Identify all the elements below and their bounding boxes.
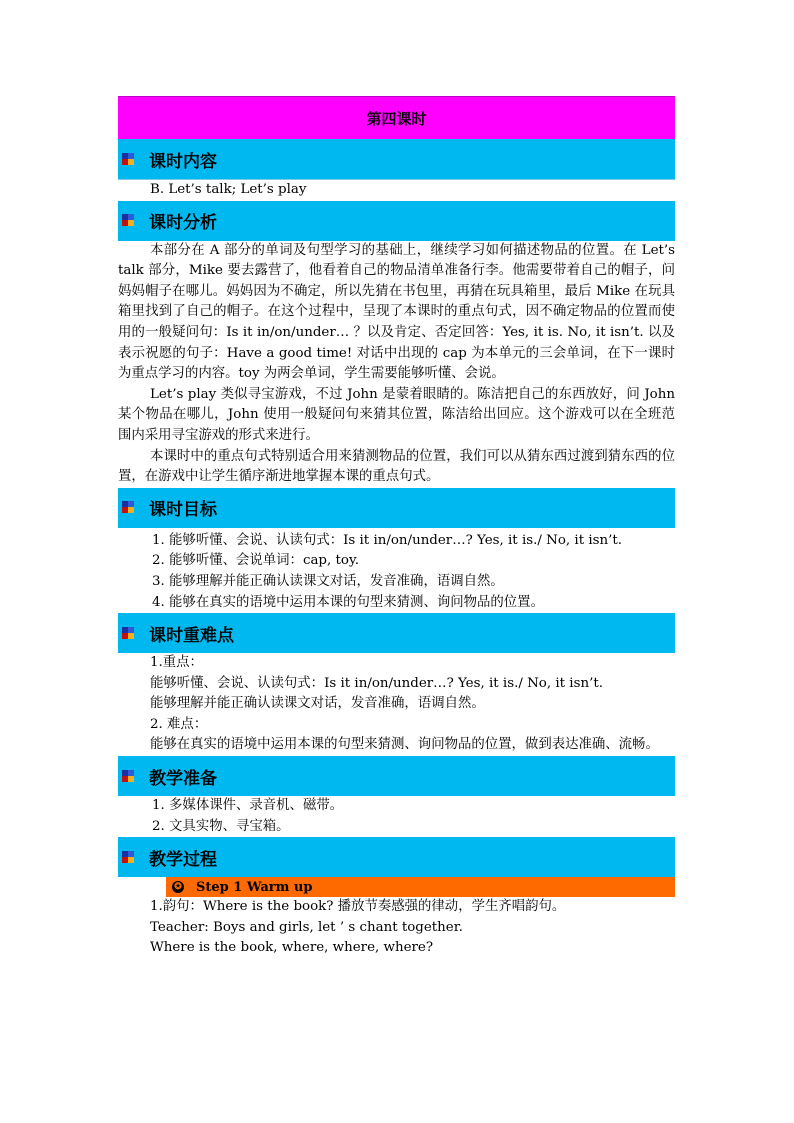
- section-body-objectives: [118, 528, 675, 613]
- section-header-content: [118, 139, 675, 179]
- bullet-icon: [122, 153, 135, 166]
- lesson-page: [118, 96, 675, 959]
- section-title: 课时分析: [149, 213, 217, 234]
- objective-item: 2. 能够听懂、会说单词：cap, toy.: [152, 553, 359, 569]
- key-line: 能够听懂、会说、认读句式：Is it in/on/under…? Yes, it is./ No, it isn’t.: [150, 675, 603, 691]
- analysis-paragraph: Let’s play 类似寻宝游戏，不过 John 是蒙着眼睛的。陈洁把自己的东西放好，问 John 某个物品在哪儿，John 使用一般疑问句来猜其位置，陈洁给出回应。这个游戏可以在全班范围内采用寻宝游戏的形式来进行。: [118, 386, 675, 443]
- bullet-icon: [122, 214, 135, 227]
- section-body-key-points: [118, 653, 675, 756]
- section-title: 课时内容: [149, 151, 217, 172]
- preparation-item: 2. 文具实物、寻宝箱。: [152, 818, 290, 834]
- section-body-analysis: [118, 241, 675, 488]
- difficulty-text: 能够在真实的语境中运用本课的句型来猜测、询问物品的位置，做到表达准确、流畅。: [150, 737, 659, 753]
- section-header-key-points: [118, 613, 675, 653]
- bullet-icon: [122, 501, 135, 514]
- star-icon: ✪: [172, 881, 184, 893]
- step-title: Step 1 Warm up: [196, 879, 313, 895]
- preparation-item: 1. 多媒体课件、录音机、磁带。: [152, 798, 344, 814]
- analysis-paragraph: 本课时中的重点句式特别适合用来猜测物品的位置，我们可以从猜东西过渡到猜东西的位置，在游戏中让学生循序渐进地掌握本课的重点句式。: [118, 448, 675, 485]
- section-body-content: [118, 179, 675, 201]
- section-body-preparation: [118, 796, 675, 837]
- section-title: 教学过程: [149, 849, 217, 870]
- step-line: 1.韵句：Where is the book? 播放节奏感强的律动，学生齐唱韵句。: [150, 899, 566, 915]
- section-header-objectives: [118, 488, 675, 528]
- key-label: 1.重点：: [150, 655, 203, 671]
- section-header-analysis: [118, 201, 675, 241]
- step-body: [118, 897, 675, 959]
- objective-item: 3. 能够理解并能正确认读课文对话，发音准确，语调自然。: [152, 573, 504, 589]
- step-line: Teacher: Boys and girls, let ’ s chant together.: [150, 919, 463, 935]
- page-title: 第四课时: [118, 96, 675, 139]
- content-text: B. Let’s talk; Let’s play: [150, 182, 307, 197]
- section-header-process: [118, 837, 675, 877]
- section-title: 教学准备: [149, 768, 217, 789]
- key-line: 能够理解并能正确认读课文对话，发音准确，语调自然。: [150, 696, 485, 712]
- objective-item: 1. 能够听懂、会说、认读句式：Is it in/on/under…? Yes, it is./ No, it isn’t.: [152, 532, 623, 548]
- step-header: [166, 877, 675, 897]
- bullet-icon: [122, 627, 135, 640]
- section-header-preparation: [118, 756, 675, 796]
- bullet-icon: [122, 770, 135, 783]
- difficulty-label: 2. 难点：: [150, 716, 208, 732]
- section-title: 课时重难点: [149, 625, 234, 646]
- bullet-icon: [122, 851, 135, 864]
- section-title: 课时目标: [149, 500, 217, 521]
- objective-item: 4. 能够在真实的语境中运用本课的句型来猜测、询问物品的位置。: [152, 594, 544, 610]
- step-line: Where is the book, where, where, where?: [150, 940, 434, 956]
- analysis-paragraph: 本部分在 A 部分的单词及句型学习的基础上，继续学习如何描述物品的位置。在 Let’s talk 部分，Mike 要去露营了，他看着自己的物品清单准备行李。他需要带着自己的帽子，问妈妈帽子在哪儿。妈妈因为不确定，所以先猜在书包里，再猜在玩具箱里，最后 Mike 在玩具箱里找到了自己的帽子。在这个过程中，呈现了本课时的重点句式，因不确定物品的位置而使用的一般疑问句：Is it in/on/under… ？以及肯定、否定回答：Yes, it is. No, it isn’t. 以及表示祝愿的句子：Have a good time! 对话中出现的 cap 为本单元的三会单词，在下一课时为重点学习的内容。toy 为两会单词，学生需要能够听懂、会说。: [118, 242, 675, 382]
